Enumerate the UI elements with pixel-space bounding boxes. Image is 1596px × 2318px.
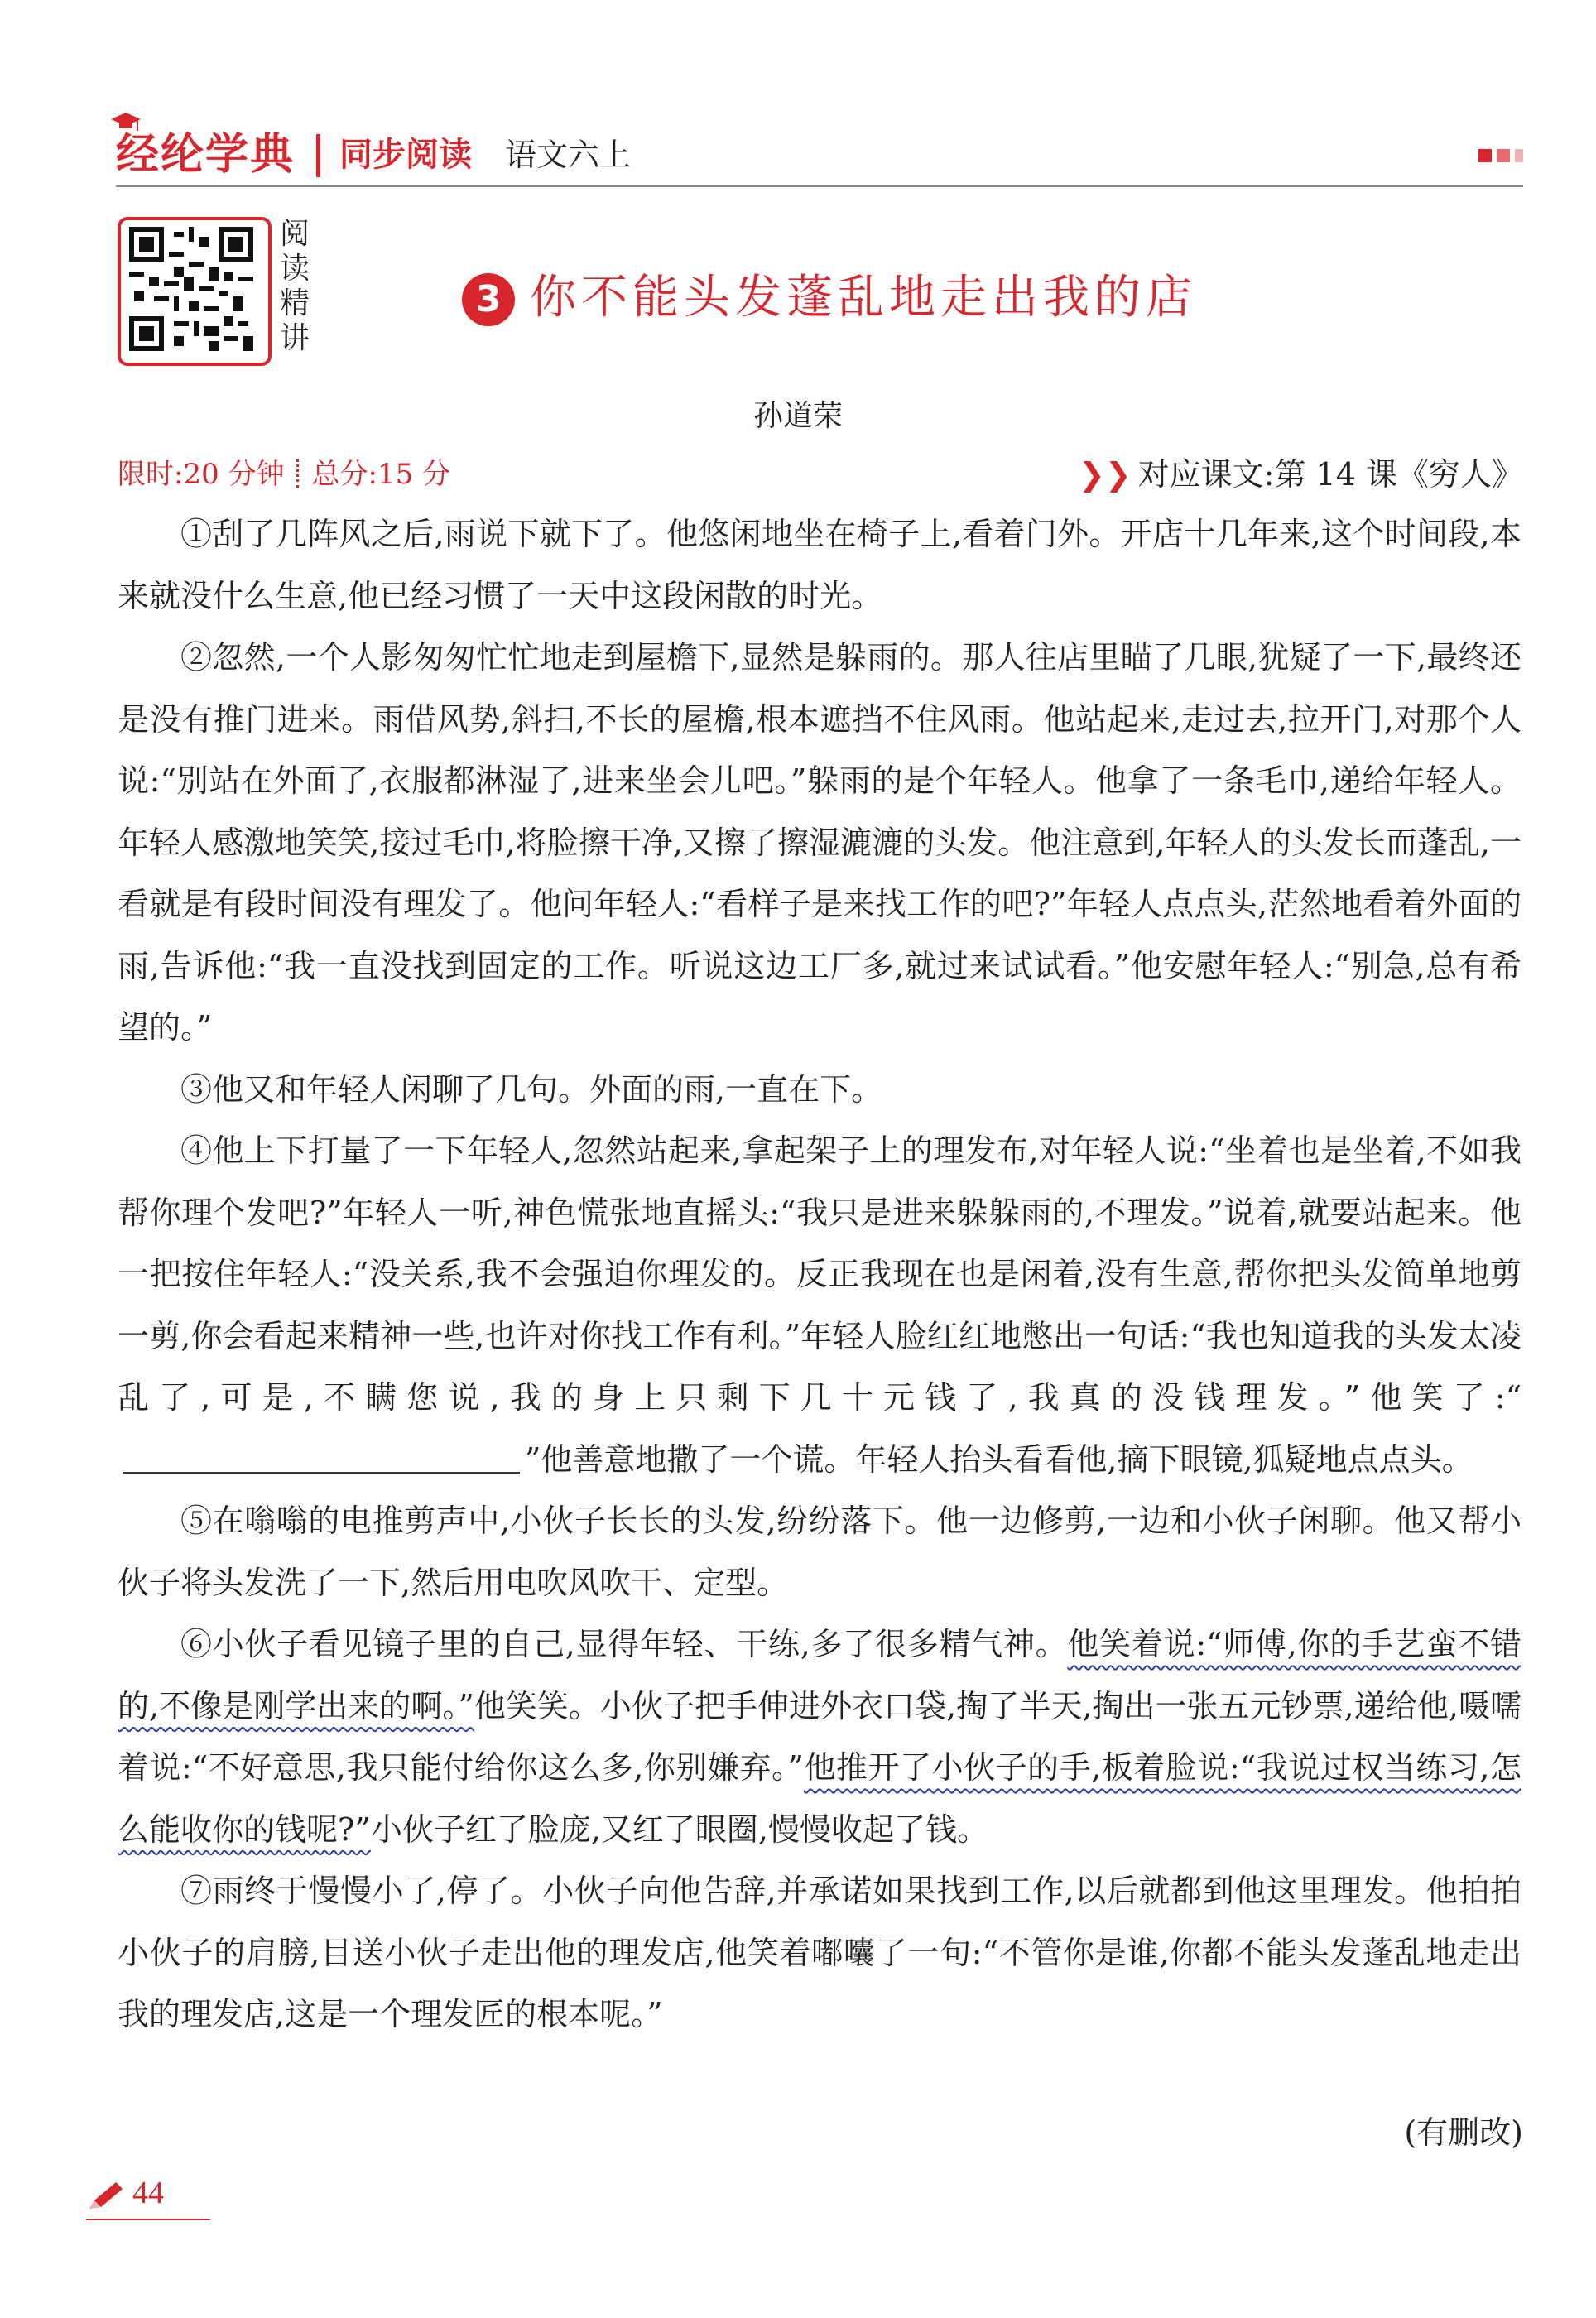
total-score: 总分:15 分 [311,458,451,491]
brand-name: 经纶学典 [116,130,296,180]
qr-code-icon [129,227,253,351]
qr-caption-char: 读 [280,252,310,286]
paragraph-5: ⑤在嗡嗡的电推剪声中,小伙子长长的头发,纷纷落下。他一边修剪,一边和小伙子闲聊。他又帮小伙子将头发洗了一下,然后用电吹风吹干、定型。 [118,1503,1521,1601]
paragraph-6-part-a: ⑥小伙子看见镜子里的自己,显得年轻、干练,多了很多精气神。 [180,1626,1068,1662]
qr-caption-char: 讲 [280,321,310,355]
paragraph-4-part-a: ④他上下打量了一下年轻人,忽然站起来,拿起架子上的理发布,对年轻人说:“坐着也是坐着,不如我帮你理个发吧?”年轻人一听,神色慌张地直摇头:“我只是进来躲躲雨的,不理发。”说着,就要站起来。他一把按住年轻人:“没关系,我不会强迫你理发的。反正我现在也是闲着,没有生意,帮你把头发简单地剪一剪,你会看起来精神一些,也许对你找工作有利。”年轻人脸红红地憋出一句话:“我也知道我的头发太凌乱了,可是,不瞒您说,我的身上只剩下几十元钱了,我真的没钱理发。”他笑了:“ [118,1133,1521,1416]
corresponding-lesson [1079,454,1523,495]
time-limit: 限时:20 分钟 [118,458,285,491]
article-body [118,503,1521,2046]
pencil-icon [86,2177,127,2214]
wavy-underlined-sentence-2: 他推开了小伙子的手,板着脸说:“我说过权当练习,怎么能收你的钱呢?” [118,1749,1521,1848]
qr-code[interactable] [118,217,272,366]
paragraph-6-part-e: 小伙子红了脸庞,又红了眼圈,慢慢收起了钱。 [370,1811,988,1848]
paragraph-3: ③他又和年轻人闲聊了几句。外面的雨,一直在下。 [180,1070,883,1108]
qr-caption-char: 精 [280,286,310,320]
source-note: (有删改) [1404,2114,1523,2151]
paragraph-2: ②忽然,一个人影匆匆忙忙地走到屋檐下,显然是躲雨的。那人往店里瞄了几眼,犹疑了一下,最终还是没有推门进来。雨借风势,斜扫,不长的屋檐,根本遮挡不住风雨。他站起来,走过去,拉开门,对那个人说:“别站在外面了,衣服都淋湿了,进来坐会儿吧。”躲雨的是个年轻人。他拿了一条毛巾,递给年轻人。年轻人感激地笑笑,接过毛巾,将脸擦干净,又擦了擦湿漉漉的头发。他注意到,年轻人的头发长而蓬乱,一看就是有段时间没有理发了。他问年轻人:“看样子是来找工作的吧?”年轻人点点头,茫然地看着外面的雨,告诉他:“我一直没找到固定的工作。听说这边工厂多,就过来试试看。”他安慰年轻人:“别急,总有希望的。” [118,639,1521,1046]
paragraph-4-part-b: ”他善意地撒了一个谎。年轻人抬头看看他,摘下眼镜,狐疑地点点头。 [525,1440,1473,1478]
lesson-number-badge: 3 [462,273,515,326]
answer-blank[interactable] [123,1444,520,1474]
exam-info [118,454,450,495]
header-rule [116,185,1523,187]
paragraph-1: ①刮了几阵风之后,雨说下就下了。他悠闲地坐在椅子上,看着门外。开店十几年来,这个时间段,本来就没什么生意,他已经习惯了一天中这段闲散的时光。 [118,516,1521,614]
brand-divider [316,134,320,177]
page-number: 44 [132,2176,164,2210]
header-decoration [1473,149,1523,166]
corresponding-text: 对应课文:第 14 课《穷人》 [1137,456,1523,493]
paragraph-7: ⑦雨终于慢慢小了,停了。小伙子向他告辞,并承诺如果找到工作,以后就都到他这里理发。他拍拍小伙子的肩膀,目送小伙子走出他的理发店,他笑着嘟囔了一句:“不管你是谁,你都不能头发蓬乱地走出我的理发店,这是一个理发匠的根本呢。” [118,1873,1521,2032]
series-name: 同步阅读 [339,136,472,174]
qr-caption-char: 阅 [280,217,310,251]
wavy-underlined-sentence-1: 他笑着说:“师傅,你的手艺蛮不错的,不像是刚学出来的啊。” [118,1626,1521,1724]
double-chevron-icon: ❯❯ [1078,456,1132,493]
graduation-cap-icon [109,109,142,134]
paragraph-6-part-c: 他笑笑。小伙子把手伸进外衣口袋,掏了半天,掏出一张五元钞票,递给他,嗫嚅着说:“不好意思,我只能付给你这么多,你别嫌弃。” [118,1687,1521,1786]
paragraph-6 [118,1613,1521,1860]
qr-caption [280,217,316,356]
subject-grade: 语文六上 [505,137,632,173]
brand-logo [116,124,295,186]
author-name: 孙道荣 [752,399,843,433]
paragraph-4 [118,1120,1521,1490]
footer-rule [86,2219,210,2220]
page-header [116,124,1523,186]
lesson-title: 你不能头发蓬乱地走出我的店 [530,271,1197,325]
info-separator [296,459,300,488]
